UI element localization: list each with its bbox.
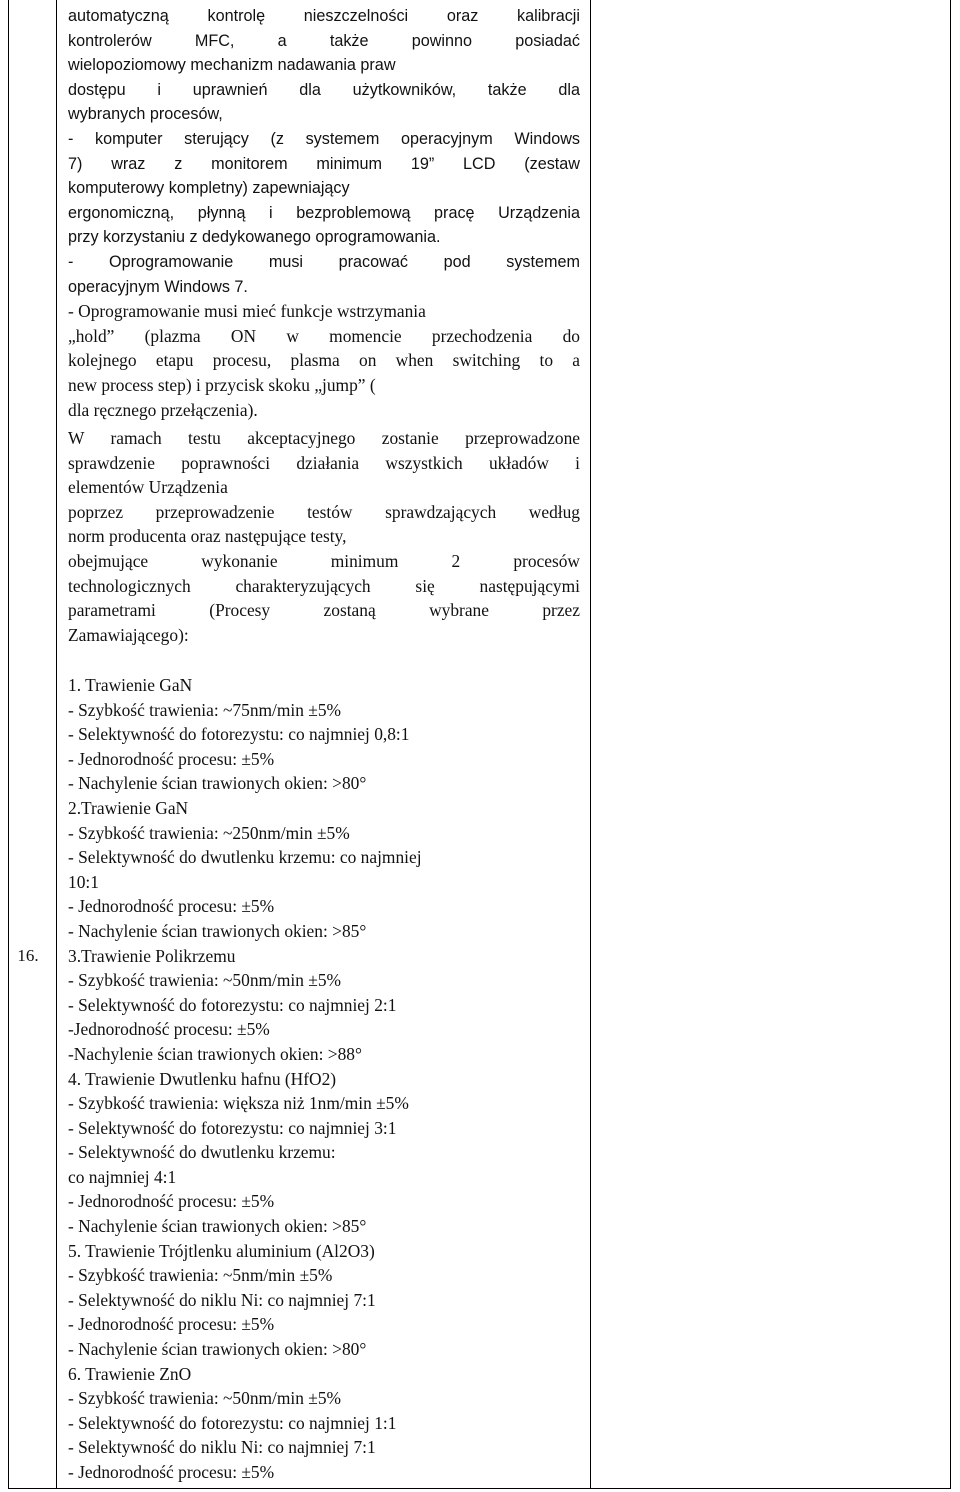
text-line: przy korzystaniu z dedykowanego oprogramowania. (68, 228, 441, 247)
text-line: - Szybkość trawienia: większa niż 1nm/min ±5% (68, 1093, 409, 1114)
text-line: - Selektywność do dwutlenku krzemu: co najmniej (68, 847, 422, 868)
text-line: 2.Trawienie GaN (68, 797, 189, 818)
text-line: wielopoziomowy mechanizm nadawania praw (68, 56, 396, 75)
text-line: -Jednorodność procesu: ±5% (68, 1019, 270, 1040)
table-border-bottom (8, 1488, 951, 1489)
text-line: - Selektywność do fotorezystu: co najmniej 0,8:1 (68, 724, 410, 745)
text-line: - Selektywność do fotorezystu: co najmniej 1:1 (68, 1412, 397, 1433)
text-line: 6. Trawienie ZnO (68, 1363, 192, 1384)
text-line: komputerowy kompletny) zapewniający (68, 179, 350, 198)
table-border-left (8, 0, 9, 1488)
text-line: - Nachylenie ścian trawionych okien: >80° (68, 773, 367, 794)
text-line: automatyczną kontrolę nieszczelności oraz kalibracji (68, 7, 580, 25)
text-line: ergonomiczną, płynną i bezproblemową pracę Urządzenia (68, 203, 580, 222)
text-line: „hold” (plazma ON w momencie przechodzenia do (68, 325, 580, 346)
text-line: - Szybkość trawienia: ~50nm/min ±5% (68, 1388, 342, 1409)
spec-text-block-process-list (68, 673, 580, 1485)
text-line: -Nachylenie ścian trawionych okien: >88° (68, 1043, 362, 1064)
text-line: 5. Trawienie Trójtlenku aluminium (Al2O3) (68, 1240, 375, 1261)
text-line: norm producenta oraz następujące testy, (68, 526, 347, 547)
text-line: co najmniej 4:1 (68, 1166, 177, 1187)
text-line: kolejnego etapu procesu, plasma on when switching to a (68, 350, 580, 371)
text-line: - Jednorodność procesu: ±5% (68, 1191, 275, 1212)
text-line: obejmujące wykonanie minimum 2 procesów (68, 550, 580, 571)
text-line: - Oprogramowanie musi pracować pod systemem (68, 252, 580, 271)
table-border-right (950, 0, 951, 1488)
text-line: - Selektywność do dwutlenku krzemu: (68, 1142, 336, 1163)
text-line: 4. Trawienie Dwutlenku hafnu (HfO2) (68, 1068, 337, 1089)
text-line: - Nachylenie ścian trawionych okien: >85° (68, 920, 367, 941)
text-line: dla ręcznego przełączenia). (68, 399, 258, 420)
text-line: 1. Trawienie GaN (68, 675, 193, 695)
text-line: - Jednorodność procesu: ±5% (68, 748, 275, 769)
text-line: - Jednorodność procesu: ±5% (68, 1314, 275, 1335)
spec-text-block-software (68, 4, 580, 422)
text-line: - Szybkość trawienia: ~75nm/min ±5% (68, 699, 342, 720)
table-border-col2 (590, 0, 591, 1488)
text-line: operacyjnym Windows 7. (68, 277, 248, 296)
text-line: sprawdzenie poprawności działania wszystkich układów i (68, 452, 580, 473)
text-line: kontrolerów MFC, a także powinno posiadać (68, 31, 580, 50)
text-line: - Szybkość trawienia: ~5nm/min ±5% (68, 1265, 333, 1286)
text-line: - Jednorodność procesu: ±5% (68, 1462, 275, 1482)
text-line: - Nachylenie ścian trawionych okien: >85° (68, 1216, 367, 1237)
text-line: parametrami (Procesy zostaną wybrane przez (68, 600, 580, 621)
row-number: 16. (17, 946, 39, 965)
text-line: - Selektywność do fotorezystu: co najmniej 2:1 (68, 994, 397, 1015)
text-line: technologicznych charakteryzujących się następującymi (68, 575, 580, 596)
text-line: new process step) i przycisk skoku „jump” ( (68, 374, 376, 395)
text-line: elementów Urządzenia (68, 477, 228, 498)
text-line: 7) wraz z monitorem minimum 19” LCD (zestaw (68, 154, 580, 173)
text-line: Zamawiającego): (68, 624, 189, 645)
text-line: W ramach testu akceptacyjnego zostanie przeprowadzone (68, 428, 580, 448)
text-line: poprzez przeprowadzenie testów sprawdzających według (68, 501, 580, 522)
text-line: - Szybkość trawienia: ~250nm/min ±5% (68, 822, 350, 843)
spec-text-block-acceptance-test (68, 426, 580, 647)
text-line: - Jednorodność procesu: ±5% (68, 896, 275, 917)
text-line: - Nachylenie ścian trawionych okien: >80° (68, 1339, 367, 1360)
text-line: - Selektywność do fotorezystu: co najmniej 3:1 (68, 1117, 397, 1138)
text-line: - Selektywność do niklu Ni: co najmniej 7:1 (68, 1437, 376, 1458)
text-line: - Oprogramowanie musi mieć funkcje wstrzymania (68, 301, 426, 322)
text-line: dostępu i uprawnień dla użytkowników, także dla (68, 80, 580, 99)
text-line: wybranych procesów, (68, 105, 223, 124)
text-line: 3.Trawienie Polikrzemu (68, 945, 236, 966)
text-line: - Szybkość trawienia: ~50nm/min ±5% (68, 970, 342, 991)
text-line: - Selektywność do niklu Ni: co najmniej 7:1 (68, 1289, 376, 1310)
table-border-col1 (56, 0, 57, 1488)
text-line: - komputer sterujący (z systemem operacyjnym Windows (68, 129, 580, 148)
text-line: 10:1 (68, 871, 99, 892)
